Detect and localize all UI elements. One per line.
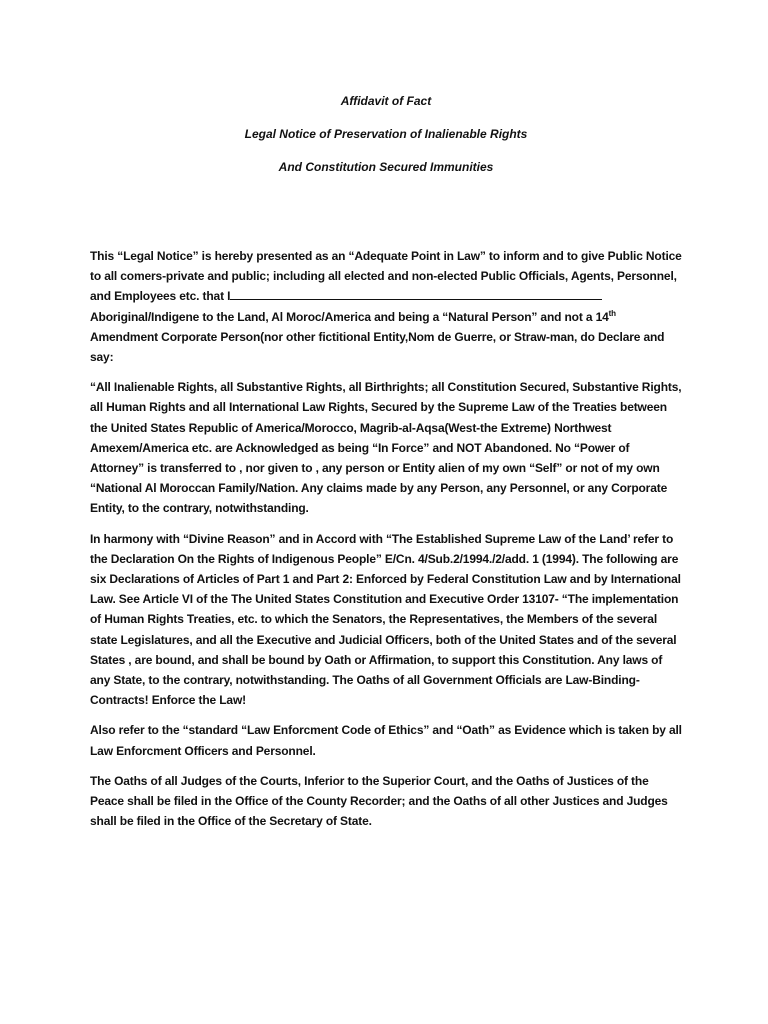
paragraph-legal-notice-part-1: This “Legal Notice” is hereby presented as an “Adequate Point in Law” to inform and to give Public Notice to all comers-private and public; including all elected and non-elected Public Officials, Agents, Personnel, and Employees etc. that I	[90, 249, 682, 304]
paragraph-oaths-of-judges: The Oaths of all Judges of the Courts, Inferior to the Superior Court, and the Oaths of Justices of the Peace shall be filed in the Office of the County Recorder; and the Oaths of all other Justices and Judges shall be filed in the Office of the Secretary of State.	[90, 773, 668, 829]
document-header	[90, 0, 682, 176]
document-title: Affidavit of Fact	[340, 94, 432, 108]
ordinal-superscript: th	[608, 308, 616, 318]
document-body	[90, 246, 682, 831]
paragraph-inalienable-rights: “All Inalienable Rights, all Substantive Rights, all Birthrights; all Constitution Secured, Substantive Rights, all Human Rights and all International Law Rights, Secured by the Supreme Law of the Treaties between the United States Republic of America/Morocco, Magrib-al-Aqsa(West-the Extreme) Northwest Amexem/America etc. are Acknowledged as being “In Force” and NOT Abandoned. No “Power of Attorney” is transferred to , nor given to , any person or Entity alien of my own “Self” or not of my own “National Al Moroccan Family/Nation. Any claims made by any Person, any Personnel, or any Corporate Entity, to the contrary, notwithstanding.	[90, 380, 682, 516]
document-subtitle-2: And Constitution Secured Immunities	[278, 160, 494, 174]
paragraph-divine-reason: In harmony with “Divine Reason” and in Accord with “The Established Supreme Law of the Land’ refer to the Declaration On the Rights of Indigenous People” E/Cn. 4/Sub.2/1994./2/add. 1 (1994). The following are six Declarations of Articles of Part 1 and Part 2: Enforced by Federal Constitution Law and by International Law. See Article VI of the The United States Constitution and Executive Order 13107- “The implementation of Human Rights Treaties, etc. to which the Senators, the Representatives, the Members of the several state Legislatures, and all the Executive and Judicial Officers, both of the United States and of the several States , are bound, and shall be bound by Oath or Affirmation, to support this Constitution. Any laws of any State, to the contrary, notwithstanding. The Oaths of all Government Officials are Law-Binding-Contracts! Enforce the Law!	[90, 531, 681, 708]
document-subtitle-1: Legal Notice of Preservation of Inalienable Rights	[244, 127, 528, 141]
paragraph-legal-notice-part-3: Amendment Corporate Person(nor other fictitional Entity,Nom de Guerre, or Straw-man, do Declare and say:	[90, 329, 665, 365]
name-blank-line	[230, 287, 602, 300]
paragraph-code-of-ethics: Also refer to the “standard “Law Enforcment Code of Ethics” and “Oath” as Evidence which is taken by all Law Enforcment Officers and Personnel.	[90, 723, 682, 758]
paragraph-legal-notice	[90, 246, 682, 367]
paragraph-legal-notice-part-2: Aboriginal/Indigene to the Land, Al Moroc/America and being a “Natural Person” and not a 14	[90, 309, 609, 324]
